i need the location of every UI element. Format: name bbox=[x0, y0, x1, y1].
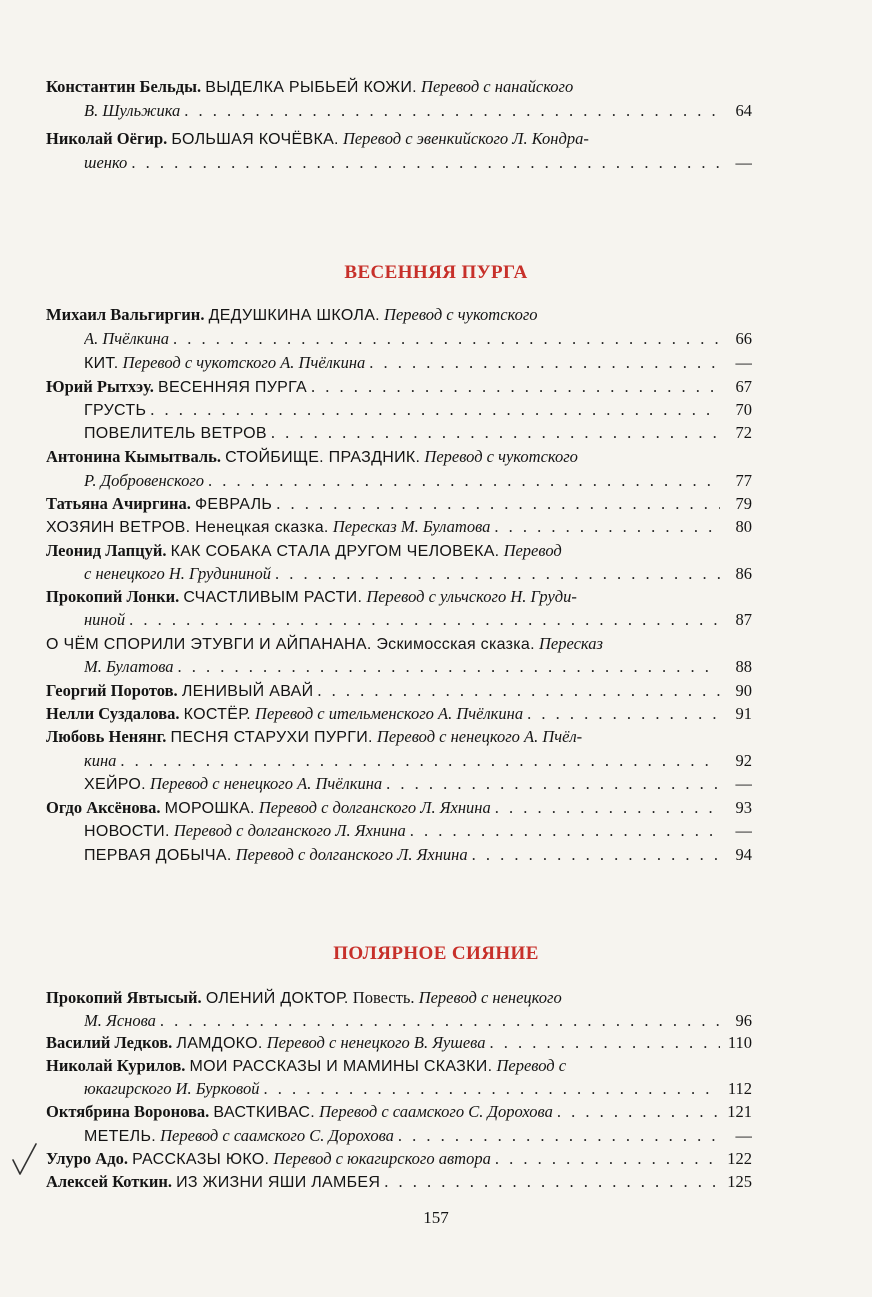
toc-entry-continuation bbox=[84, 100, 752, 122]
translation-note: Перевод с чукотского А. Пчёлкина bbox=[122, 353, 366, 372]
author-name: Юрий Рытхэу. bbox=[46, 377, 154, 396]
toc-entry-continuation bbox=[84, 609, 752, 631]
page-ref: 88 bbox=[735, 657, 752, 676]
leader-dots bbox=[131, 152, 720, 174]
translation-note: Перевод с нанайского bbox=[421, 77, 574, 96]
page-ref: 112 bbox=[727, 1079, 752, 1098]
author-name: Николай Курилов. bbox=[46, 1056, 186, 1075]
toc-entry-continuation bbox=[84, 470, 752, 492]
translation-note: Перевод с ненецкого bbox=[418, 988, 562, 1007]
translation-note: Перевод с юкагирского автора bbox=[273, 1149, 491, 1168]
translation-note: Перевод с чукотского bbox=[424, 447, 578, 466]
toc-entry bbox=[46, 1171, 752, 1194]
page-ref: 67 bbox=[735, 377, 752, 396]
toc-entry bbox=[84, 352, 752, 375]
translation-note: Перевод с саамского С. Дорохова bbox=[160, 1126, 394, 1145]
translation-note: Пересказ bbox=[539, 634, 603, 653]
author-name: Константин Бельды. bbox=[46, 77, 202, 96]
work-title: О ЧЁМ СПОРИЛИ ЭТУВГИ И АЙПАНАНА. Эскимосская сказка. bbox=[46, 636, 535, 653]
toc-entry bbox=[46, 1032, 752, 1055]
translation-note: Перевод bbox=[503, 541, 562, 560]
work-title: ИЗ ЖИЗНИ ЯШИ ЛАМБЕЯ bbox=[176, 1174, 381, 1191]
page-ref: — bbox=[735, 353, 752, 372]
toc-entry bbox=[46, 797, 752, 820]
toc-entry bbox=[84, 844, 752, 867]
page-ref: 91 bbox=[735, 704, 752, 723]
toc-entry-continuation bbox=[84, 563, 752, 585]
page-ref: 94 bbox=[735, 845, 752, 864]
leader-dots bbox=[120, 750, 720, 772]
leader-dots bbox=[271, 422, 720, 444]
toc-entry bbox=[84, 1125, 752, 1148]
translation-note: Перевод с ненецкого А. Пчёлкина bbox=[149, 774, 383, 793]
toc-entry-continuation bbox=[84, 750, 752, 772]
author-name: Огдо Аксёнова. bbox=[46, 798, 161, 817]
leader-dots bbox=[410, 820, 720, 842]
toc-entry bbox=[84, 399, 752, 422]
work-title: ЛЕНИВЫЙ АВАЙ bbox=[181, 683, 314, 700]
author-name: Нелли Суздалова. bbox=[46, 704, 180, 723]
toc-entry bbox=[46, 987, 752, 1010]
translation-note: Перевод с bbox=[496, 1056, 567, 1075]
translator-name: шенко bbox=[84, 153, 128, 172]
toc-entry bbox=[46, 680, 752, 703]
author-name: Николай Оёгир. bbox=[46, 129, 168, 148]
section-heading: ПОЛЯРНОЕ СИЯНИЕ bbox=[333, 943, 539, 964]
work-title: РАССКАЗЫ ЮКО. bbox=[132, 1151, 270, 1168]
leader-dots bbox=[527, 703, 720, 725]
translator-name: кина bbox=[84, 751, 117, 770]
translator-name: Р. Добровенского bbox=[84, 471, 205, 490]
leader-dots bbox=[495, 1148, 720, 1170]
page-ref: 96 bbox=[735, 1011, 752, 1030]
leader-dots bbox=[384, 1171, 720, 1193]
work-title: ПОВЕЛИТЕЛЬ ВЕТРОВ bbox=[84, 425, 267, 442]
leader-dots bbox=[173, 328, 720, 350]
leader-dots bbox=[495, 797, 720, 819]
toc-entry-continuation bbox=[84, 1010, 752, 1032]
page-ref: 125 bbox=[727, 1172, 752, 1191]
toc-entry bbox=[84, 773, 752, 796]
work-title: ВЫДЕЛКА РЫБЬЕЙ КОЖИ. bbox=[205, 79, 417, 96]
work-title: ВЕСЕННЯЯ ПУРГА bbox=[157, 379, 308, 396]
section-heading: ВЕСЕННЯЯ ПУРГА bbox=[344, 262, 528, 283]
page-ref: — bbox=[735, 1126, 752, 1145]
translator-name: М. Булатова bbox=[84, 657, 174, 676]
author-name: Георгий Поротов. bbox=[46, 681, 178, 700]
page-ref: 110 bbox=[727, 1033, 752, 1052]
leader-dots bbox=[263, 1078, 720, 1100]
leader-dots bbox=[275, 563, 720, 585]
toc-entry bbox=[46, 1055, 752, 1078]
page-ref: — bbox=[735, 774, 752, 793]
leader-dots bbox=[184, 100, 720, 122]
leader-dots bbox=[317, 680, 720, 702]
author-name: Михаил Вальгиргин. bbox=[46, 305, 205, 324]
translator-name: с ненецкого Н. Грудининой bbox=[84, 564, 271, 583]
leader-dots bbox=[276, 493, 720, 515]
work-title: МОИ РАССКАЗЫ И МАМИНЫ СКАЗКИ. bbox=[189, 1058, 493, 1075]
translation-note: Пересказ М. Булатова bbox=[332, 517, 491, 536]
leader-dots bbox=[208, 470, 720, 492]
page-ref: 87 bbox=[735, 610, 752, 629]
page-ref: 80 bbox=[735, 517, 752, 536]
leader-dots bbox=[311, 376, 720, 398]
work-title: КИТ. bbox=[84, 355, 119, 372]
work-title: ХЕЙРО. bbox=[84, 776, 146, 793]
work-title: ГРУСТЬ bbox=[84, 402, 147, 419]
toc-entry bbox=[46, 304, 752, 327]
leader-dots bbox=[160, 1010, 720, 1032]
author-name: Антонина Кымытваль. bbox=[46, 447, 221, 466]
toc-entry bbox=[46, 446, 752, 469]
page-ref: 93 bbox=[735, 798, 752, 817]
leader-dots bbox=[472, 844, 720, 866]
toc-entry-continuation bbox=[84, 1078, 752, 1100]
handwritten-check-mark bbox=[10, 1142, 40, 1178]
work-title: МЕТЕЛЬ. bbox=[84, 1128, 156, 1145]
toc-entry bbox=[46, 726, 752, 749]
work-title: БОЛЬШАЯ КОЧЁВКА. bbox=[171, 131, 339, 148]
page-ref: 79 bbox=[735, 494, 752, 513]
translation-note: Перевод с чукотского bbox=[384, 305, 538, 324]
work-title: КАК СОБАКА СТАЛА ДРУГОМ ЧЕЛОВЕКА. bbox=[170, 543, 500, 560]
leader-dots bbox=[494, 516, 720, 538]
page-ref: 64 bbox=[735, 101, 752, 120]
work-title: ВАСТКИВАС. bbox=[213, 1104, 315, 1121]
work-title: ФЕВРАЛЬ bbox=[194, 496, 273, 513]
toc-entry bbox=[46, 540, 752, 563]
toc-entry bbox=[46, 703, 752, 726]
author-name: Прокопий Явтысый. bbox=[46, 988, 202, 1007]
leader-dots bbox=[150, 399, 720, 421]
toc-entry-continuation bbox=[84, 328, 752, 350]
translation-note: Перевод с эвенкийского Л. Кондра- bbox=[342, 129, 589, 148]
page-ref: 70 bbox=[735, 400, 752, 419]
page-ref: — bbox=[735, 153, 752, 172]
translator-name: ниной bbox=[84, 610, 126, 629]
work-title: СТОЙБИЩЕ. ПРАЗДНИК. bbox=[225, 449, 421, 466]
work-title: ХОЗЯИН ВЕТРОВ. Ненецкая сказка. bbox=[46, 519, 329, 536]
translation-note: Перевод с ненецкого А. Пчёл- bbox=[376, 727, 583, 746]
toc-entry bbox=[46, 493, 752, 516]
work-title: ДЕДУШКИНА ШКОЛА. bbox=[208, 307, 380, 324]
toc-entry bbox=[46, 128, 752, 151]
page-ref: 86 bbox=[735, 564, 752, 583]
translation-note: Перевод с ительменского А. Пчёлкина bbox=[255, 704, 524, 723]
work-title: ПЕРВАЯ ДОБЫЧА. bbox=[84, 847, 232, 864]
toc-entry bbox=[46, 586, 752, 609]
work-title: НОВОСТИ. bbox=[84, 823, 170, 840]
leader-dots bbox=[386, 773, 720, 795]
translation-note: Перевод с долганского Л. Яхнина bbox=[235, 845, 468, 864]
translation-note: Перевод с долганского Л. Яхнина bbox=[173, 821, 406, 840]
page-ref: 92 bbox=[735, 751, 752, 770]
page-ref: 121 bbox=[727, 1102, 752, 1121]
toc-entry bbox=[84, 422, 752, 445]
author-name: Леонид Лапцуй. bbox=[46, 541, 167, 560]
translator-name: А. Пчёлкина bbox=[84, 329, 170, 348]
author-name: Василий Ледков. bbox=[46, 1033, 173, 1052]
leader-dots bbox=[398, 1125, 720, 1147]
page-ref: 122 bbox=[727, 1149, 752, 1168]
toc-entry bbox=[46, 376, 752, 399]
toc-entry bbox=[46, 1148, 752, 1171]
toc-entry-continuation bbox=[84, 656, 752, 678]
page-ref: 72 bbox=[735, 423, 752, 442]
translation-note: Перевод с ненецкого В. Яушева bbox=[266, 1033, 486, 1052]
page-number: 157 bbox=[423, 1208, 449, 1227]
page-ref: 66 bbox=[735, 329, 752, 348]
author-name: Алексей Коткин. bbox=[46, 1172, 172, 1191]
author-name: Татьяна Ачиргина. bbox=[46, 494, 191, 513]
translation-note: Перевод с ульчского Н. Груди- bbox=[366, 587, 577, 606]
toc-entry bbox=[46, 633, 752, 656]
translation-note: Перевод с саамского С. Дорохова bbox=[319, 1102, 553, 1121]
leader-dots bbox=[129, 609, 720, 631]
toc-entry bbox=[46, 1101, 752, 1124]
author-name: Октябрина Воронова. bbox=[46, 1102, 210, 1121]
translator-name: юкагирского И. Бурковой bbox=[84, 1079, 260, 1098]
toc-entry-continuation bbox=[84, 152, 752, 174]
translation-note: Перевод с долганского Л. Яхнина bbox=[258, 798, 491, 817]
work-title: МОРОШКА. bbox=[164, 800, 255, 817]
page-ref: 77 bbox=[735, 471, 752, 490]
work-title: ПЕСНЯ СТАРУХИ ПУРГИ. bbox=[170, 729, 373, 746]
leader-dots bbox=[178, 656, 720, 678]
leader-dots bbox=[489, 1032, 720, 1054]
work-title: КОСТЁР. bbox=[183, 706, 251, 723]
genre-note: Повесть. bbox=[352, 988, 415, 1007]
leader-dots bbox=[369, 352, 720, 374]
work-title: ЛАМДОКО. bbox=[176, 1035, 263, 1052]
toc-entry bbox=[84, 820, 752, 843]
page-ref: 90 bbox=[735, 681, 752, 700]
author-name: Прокопий Лонки. bbox=[46, 587, 180, 606]
translator-name: М. Яснова bbox=[84, 1011, 156, 1030]
leader-dots bbox=[557, 1101, 720, 1123]
translator-name: В. Шульжика bbox=[84, 101, 181, 120]
author-name: Улуро Адо. bbox=[46, 1149, 128, 1168]
author-name: Любовь Ненянг. bbox=[46, 727, 167, 746]
toc-entry bbox=[46, 76, 752, 99]
toc-entry bbox=[46, 516, 752, 539]
work-title: ОЛЕНИЙ ДОКТОР. bbox=[205, 990, 349, 1007]
work-title: СЧАСТЛИВЫМ РАСТИ. bbox=[183, 589, 363, 606]
page-ref: — bbox=[735, 821, 752, 840]
